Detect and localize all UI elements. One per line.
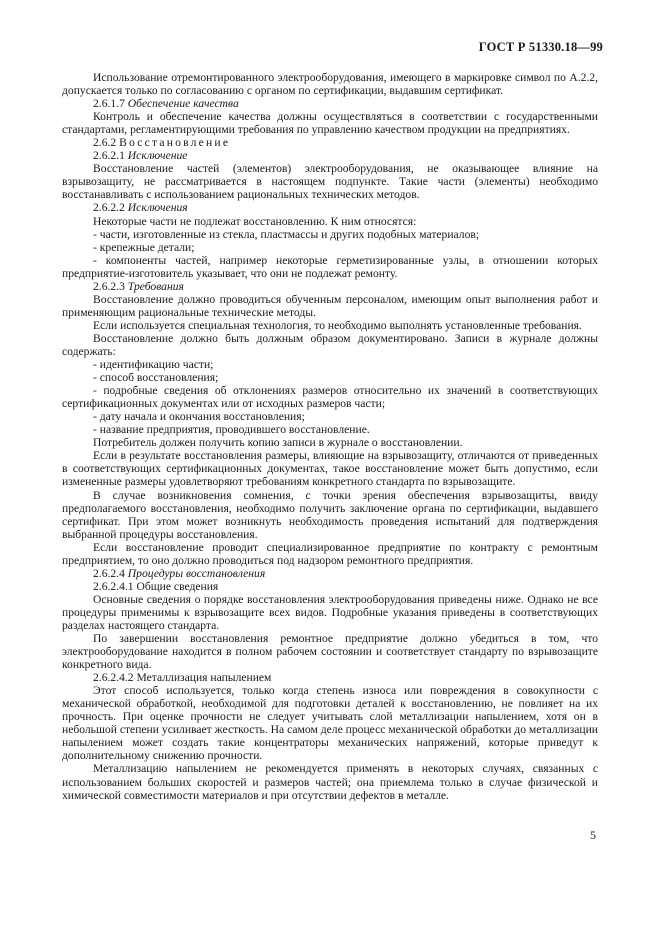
- section-heading: [62, 149, 598, 162]
- heading-title: Обеспечение качества: [127, 97, 239, 111]
- section-heading: [62, 201, 598, 214]
- paragraph: Восстановление должно быть должным образом документировано. Записи в журнале должны содержать:: [62, 331, 598, 358]
- heading-number: 2.6.2.2: [93, 201, 125, 215]
- paragraph: Использование отремонтированного электрооборудования, имеющего в маркировке символ по А.2.2, допускается только по согласованию с органом по сертификации, выдавшим сертификат.: [62, 71, 598, 98]
- paragraph: Если в результате восстановления размеры, влияющие на взрывозащиту, отличаются от приведенных в соответствующих сертификационных документах, такое восстановление может быть допустимо, если измененные размеры удовлетворяют требованиям конкретного стандарта по взрывозащите.: [62, 449, 598, 489]
- section-heading: [62, 97, 598, 110]
- heading-number: 2.6.2.4.2: [93, 671, 134, 685]
- heading-title: Исключение: [127, 149, 188, 163]
- paragraph: Контроль и обеспечение качества должны осуществляться в соответствии с государственными стандартами, регламентирующими требования по управлению качеством продукции на предприятиях.: [62, 110, 598, 137]
- heading-title: Общие сведения: [136, 579, 219, 593]
- page-number: 5: [590, 828, 596, 842]
- heading-number: 2.6.1.7: [93, 97, 125, 111]
- document-header: ГОСТ Р 51330.18—99: [478, 40, 603, 54]
- paragraph: Восстановление частей (элементов) электрооборудования, не оказывающее влияние на взрывозащиту, не рассматривается в настоящем подпункте. Такие части (элементы) необходимо восстанавливать с использованием рациональных технических методов.: [62, 162, 598, 202]
- heading-title: Металлизация напылением: [136, 671, 272, 685]
- heading-title: Исключения: [127, 201, 188, 215]
- paragraph: По завершении восстановления ремонтное предприятие должно убедиться в том, что электрооборудование находится в полном рабочем состоянии и соответствует стандарту по взрывозащите конкретного вида.: [62, 632, 598, 672]
- document-body: [62, 71, 598, 802]
- list-item: - идентификацию части;: [93, 358, 214, 372]
- paragraph: Если восстановление проводит специализированное предприятие по контракту с ремонтным предприятием, то оно должно проводиться под надзором ремонтного предприятия.: [62, 540, 598, 567]
- heading-title: Восстановление: [119, 136, 231, 150]
- heading-number: 2.6.2.3: [93, 279, 125, 293]
- list-item: - части, изготовленные из стекла, пластмассы и других подобных материалов;: [93, 227, 480, 241]
- heading-number: 2.6.2.1: [93, 149, 125, 163]
- section-heading: [62, 580, 598, 593]
- paragraph: Потребитель должен получить копию записи в журнале о восстановлении.: [93, 436, 463, 450]
- list-item: - название предприятия, проводившего восстановление.: [93, 423, 370, 437]
- paragraph: Основные сведения о порядке восстановления электрооборудования приведены ниже. Однако не все процедуры применимы к взрывозащите всех видов. Подробные указания приведены в соответствующих разделах настоящего стандарта.: [62, 592, 598, 632]
- section-heading: [62, 280, 598, 293]
- list-item: - дату начала и окончания восстановления;: [93, 410, 305, 424]
- section-heading: [62, 136, 598, 149]
- paragraph: Восстановление должно проводиться обученным персоналом, имеющим опыт выполнения работ и применяющим рациональные технические методы.: [62, 292, 598, 319]
- heading-title: Требования: [127, 279, 184, 293]
- list-item: - подробные сведения об отклонениях размеров относительно их значений в соответствующих сертификационных документах или от исходных размеров части;: [62, 384, 598, 411]
- heading-number: 2.6.2.4: [93, 566, 125, 580]
- paragraph: В случае возникновения сомнения, с точки зрения обеспечения взрывозащиты, ввиду предполагаемого восстановления, необходимо получить заключение органа по сертификации, выдавшего сертификат. При этом может возникнуть необходимость проведения испытаний для подтверждения выбранной процедуры восстановления.: [62, 488, 598, 541]
- heading-number: 2.6.2: [93, 136, 117, 150]
- paragraph: Некоторые части не подлежат восстановлению. К ним относятся:: [93, 214, 417, 228]
- heading-number: 2.6.2.4.1: [93, 579, 134, 593]
- paragraph: Металлизацию напылением не рекомендуется применять в некоторых случаях, связанных с использованием больших скоростей и размеров частей; она приемлема только в случае физической и химической совместимости материалов и при отсутствии дефектов в металле.: [62, 762, 598, 802]
- list-item: - способ восстановления;: [93, 371, 219, 385]
- list-item: - крепежные детали;: [93, 240, 195, 254]
- list-item: - компоненты частей, например некоторые герметизированные узлы, в отношении которых предприятие-изготовитель указывает, что они не подлежат ремонту.: [62, 253, 598, 280]
- paragraph: Этот способ используется, только когда степень износа или повреждения в совокупности с механической обработкой, необходимой для подготовки деталей к восстановлению, не повлияет на их прочность. При оценке прочности не следует учитывать слой металлизации напылением, хотя он в небольшой степени усиливает жесткость. На самом деле процесс механической обработки до металлизации напылением может создать такие концентраторы механических напряжений, которые приведут к дополнительному снижению прочности.: [62, 684, 598, 763]
- heading-title: Процедуры восстановления: [127, 566, 266, 580]
- section-heading: [62, 567, 598, 580]
- paragraph: Если используется специальная технология, то необходимо выполнять установленные требования.: [93, 318, 582, 332]
- section-heading: [62, 671, 598, 684]
